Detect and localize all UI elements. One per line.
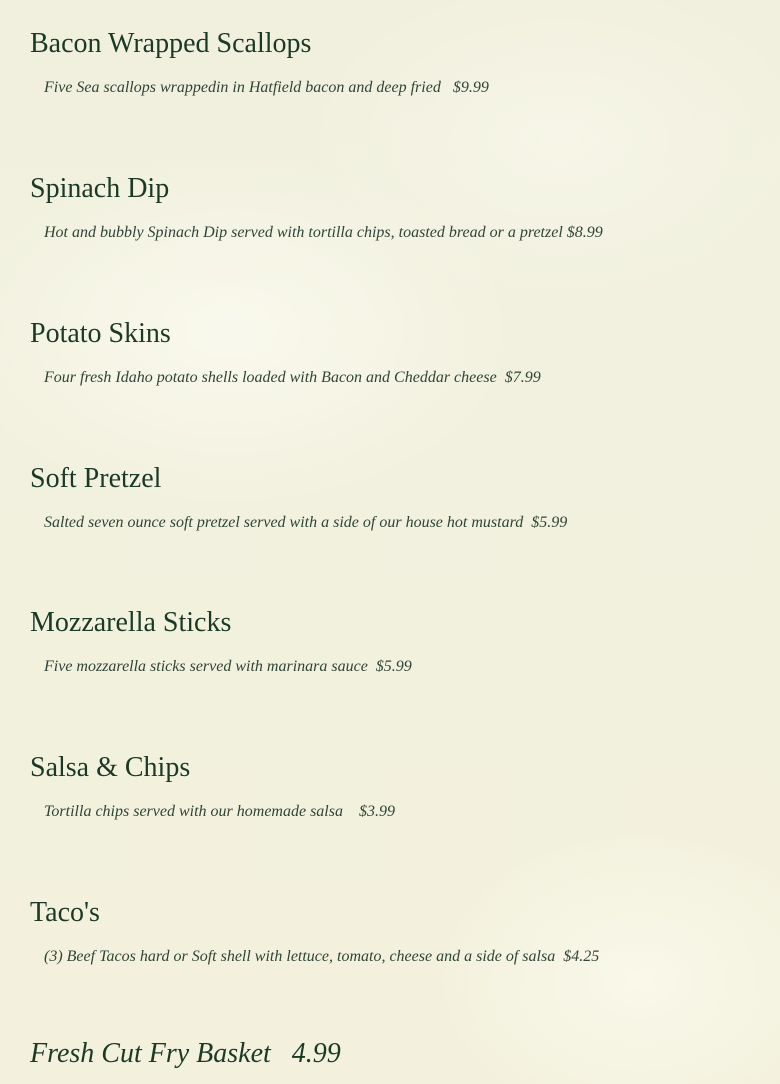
menu-item [30,609,770,675]
item-description: Salted seven ounce soft pretzel served with a side of our house hot mustard $5.99 [44,514,568,531]
item-description: Hot and bubbly Spinach Dip served with tortilla chips, toasted bread or a pretzel $8.99 [44,224,603,241]
menu-item [30,320,770,386]
item-name: Soft Pretzel [30,463,162,494]
menu-item [30,465,770,531]
menu-item [30,899,770,965]
item-name: Mozzarella Sticks [30,607,232,638]
item-description: Tortilla chips served with our homemade salsa $3.99 [44,803,395,820]
item-description: (3) Beef Tacos hard or Soft shell with lettuce, tomato, cheese and a side of salsa $4.25 [44,948,600,965]
item-description: Four fresh Idaho potato shells loaded with Bacon and Cheddar cheese $7.99 [44,369,541,386]
menu-item [30,175,770,241]
footer-menu-item: Fresh Cut Fry Basket 4.99 [30,1038,341,1069]
item-name: Taco's [30,897,100,928]
menu-item [30,754,770,820]
item-description: Five Sea scallops wrappedin in Hatfield bacon and deep fried $9.99 [44,79,489,96]
item-name: Spinach Dip [30,173,170,204]
item-name: Bacon Wrapped Scallops [30,28,312,59]
menu-item [30,30,770,96]
item-name: Potato Skins [30,318,171,349]
item-name: Salsa & Chips [30,752,191,783]
item-description: Five mozzarella sticks served with marinara sauce $5.99 [44,658,412,675]
